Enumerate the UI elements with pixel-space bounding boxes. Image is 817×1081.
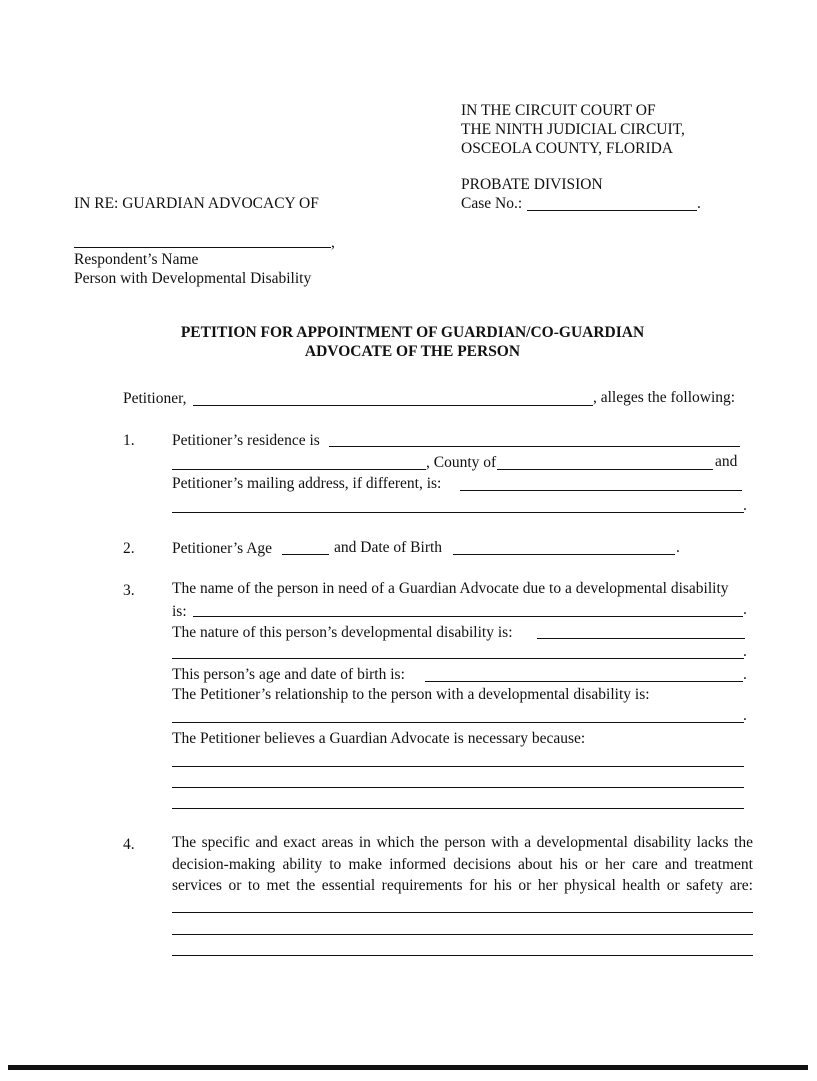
alleges-text: , alleges the following: bbox=[593, 389, 736, 406]
areas-field-line2[interactable] bbox=[172, 934, 753, 935]
item-4-number: 4. bbox=[123, 836, 135, 853]
necessity-field-line2[interactable] bbox=[172, 787, 744, 788]
respondent-name-field[interactable] bbox=[74, 247, 331, 248]
dob-period: . bbox=[676, 539, 680, 556]
areas-label-line2: decision-making ability to make informed decisions about his or her care and treatment bbox=[172, 856, 753, 873]
case-no-field[interactable] bbox=[527, 210, 697, 211]
areas-label-line3: services or to met the essential requirements for his or her physical health or safety are: bbox=[172, 877, 753, 894]
petition-title-line2: ADVOCATE OF THE PERSON bbox=[304, 343, 521, 360]
disability-nature-field-line2[interactable] bbox=[172, 658, 744, 659]
person-name-period: . bbox=[743, 601, 747, 618]
county-label: , County of bbox=[426, 454, 497, 471]
in-re-heading: IN RE: GUARDIAN ADVOCACY OF bbox=[74, 195, 319, 212]
item-3-number: 3. bbox=[123, 582, 135, 599]
person-name-field[interactable] bbox=[193, 616, 743, 617]
mailing-address-field[interactable] bbox=[460, 490, 742, 491]
respondent-name-comma: , bbox=[331, 234, 335, 251]
relationship-label: The Petitioner’s relationship to the person with a developmental disability is: bbox=[172, 686, 650, 703]
person-age-dob-period: . bbox=[743, 666, 747, 683]
page-bottom-rule bbox=[8, 1065, 808, 1070]
mailing-address-period: . bbox=[743, 497, 747, 514]
petition-title-line1: PETITION FOR APPOINTMENT OF GUARDIAN/CO-GUARDIAN bbox=[180, 324, 645, 341]
respondent-description: Person with Developmental Disability bbox=[74, 270, 312, 287]
disability-nature-period: . bbox=[743, 643, 747, 660]
dob-label: and Date of Birth bbox=[334, 539, 443, 556]
areas-field-line3[interactable] bbox=[172, 955, 753, 956]
residence-field[interactable] bbox=[329, 446, 740, 447]
and-label: and bbox=[715, 453, 738, 470]
residence-label: Petitioner’s residence is bbox=[172, 432, 320, 449]
areas-label-line1: The specific and exact areas in which the person with a developmental disability lacks the bbox=[172, 834, 753, 851]
necessity-field-line3[interactable] bbox=[172, 808, 744, 809]
case-no-label: Case No.: bbox=[461, 195, 523, 212]
relationship-field[interactable] bbox=[172, 722, 744, 723]
court-name-line1: IN THE CIRCUIT COURT OF bbox=[461, 102, 656, 119]
court-name-line2: THE NINTH JUDICIAL CIRCUIT, bbox=[461, 121, 685, 138]
respondent-name-label: Respondent’s Name bbox=[74, 251, 199, 268]
areas-field-line1[interactable] bbox=[172, 912, 753, 913]
relationship-period: . bbox=[743, 707, 747, 724]
petitioner-name-field[interactable] bbox=[193, 405, 593, 406]
mailing-address-field-line2[interactable] bbox=[172, 512, 744, 513]
residence-field-line2[interactable] bbox=[172, 469, 426, 470]
person-age-dob-label: This person’s age and date of birth is: bbox=[172, 666, 405, 683]
item-2-number: 2. bbox=[123, 540, 135, 557]
necessity-label: The Petitioner believes a Guardian Advocate is necessary because: bbox=[172, 730, 586, 747]
petitioner-label: Petitioner, bbox=[123, 390, 187, 407]
age-field[interactable] bbox=[282, 554, 329, 555]
person-name-label: The name of the person in need of a Guardian Advocate due to a developmental disability bbox=[172, 580, 729, 597]
person-age-dob-field[interactable] bbox=[425, 681, 743, 682]
age-label: Petitioner’s Age bbox=[172, 540, 273, 557]
disability-nature-field[interactable] bbox=[537, 638, 745, 639]
disability-nature-label: The nature of this person’s developmental disability is: bbox=[172, 624, 513, 641]
division-label: PROBATE DIVISION bbox=[461, 176, 603, 193]
mailing-address-label: Petitioner’s mailing address, if different, is: bbox=[172, 475, 442, 492]
county-field[interactable] bbox=[497, 469, 713, 470]
necessity-field-line1[interactable] bbox=[172, 766, 744, 767]
person-name-label-is: is: bbox=[172, 603, 187, 620]
dob-field[interactable] bbox=[453, 554, 675, 555]
case-no-period: . bbox=[697, 195, 701, 212]
court-name-line3: OSCEOLA COUNTY, FLORIDA bbox=[461, 140, 673, 157]
item-1-number: 1. bbox=[123, 432, 135, 449]
